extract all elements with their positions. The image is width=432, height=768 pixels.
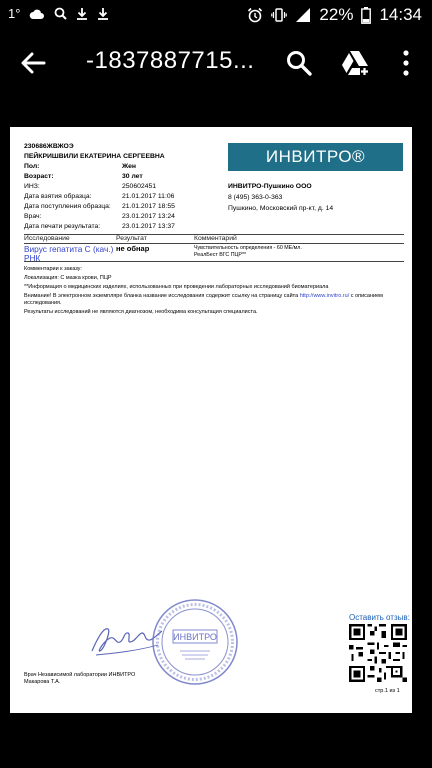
field-label-receipt-date: Дата поступления образца: bbox=[24, 203, 111, 210]
test-comment-line1: Чувствительность определения - 60 МЕ/мл. bbox=[194, 245, 302, 251]
lab-phone: 8 (495) 363-0-363 bbox=[228, 194, 283, 201]
battery-text: 22% bbox=[319, 5, 354, 24]
field-label-inz: ИНЗ: bbox=[24, 183, 40, 190]
status-bar bbox=[0, 0, 432, 30]
field-label-age: Возраст: bbox=[24, 173, 54, 180]
table-bottom-divider bbox=[24, 261, 404, 262]
field-label-sex: Пол: bbox=[24, 163, 40, 170]
signal-icon bbox=[295, 7, 311, 23]
warning-note-line2: исследования. bbox=[24, 300, 62, 306]
feedback-qr-code[interactable] bbox=[349, 624, 407, 682]
table-header-result: Результат bbox=[116, 235, 147, 242]
document-title: -1837887715... bbox=[86, 47, 255, 74]
search-icon bbox=[54, 7, 67, 20]
field-label-doctor: Врач: bbox=[24, 213, 42, 220]
order-id: 230686ЖВЖОЭ bbox=[24, 143, 74, 150]
invitro-logo: ИНВИТРО® bbox=[228, 143, 403, 171]
lab-name: ИНВИТРО-Пушкино ООО bbox=[228, 183, 312, 190]
doctor-role: Врач Независимой лаборатории ИНВИТРО bbox=[24, 672, 136, 678]
download-icon bbox=[97, 7, 109, 20]
temperature-text: 1° bbox=[8, 6, 21, 21]
table-header-test: Исследование bbox=[24, 235, 70, 242]
drive-add-icon[interactable] bbox=[340, 48, 370, 78]
warning-note bbox=[24, 293, 383, 299]
more-vert-icon[interactable] bbox=[398, 48, 414, 78]
page-number: стр.1 из 1 bbox=[375, 688, 400, 694]
field-label-sample-date: Дата взятия образца: bbox=[24, 193, 92, 200]
test-result: не обнар bbox=[116, 244, 150, 253]
field-value-sex: Жен bbox=[122, 163, 137, 170]
back-arrow-icon[interactable] bbox=[18, 48, 48, 78]
lab-address: Пушкино, Московский пр-кт, д. 14 bbox=[228, 205, 334, 212]
warning-text: Внимание! В электронном экземпляре бланка название исследования содержит ссылку на страницу сайта bbox=[24, 293, 300, 299]
patient-name: ПЕЙКРИШВИЛИ ЕКАТЕРИНА СЕРГЕЕВНА bbox=[24, 153, 165, 160]
invitro-stamp bbox=[150, 597, 240, 687]
field-value-print-date: 23.01.2017 13:37 bbox=[122, 223, 175, 230]
field-value-inz: 250602451 bbox=[122, 183, 157, 190]
disclaimer-note: Результаты исследований не являются диагнозом, необходима консультация специалиста. bbox=[24, 309, 258, 315]
test-comment-line2: РеалБест ВГС ПЦР** bbox=[194, 252, 247, 258]
medical-devices-note: **Информация о медицинских изделиях, использованных при проведении лабораторных исследований биоматериала bbox=[24, 284, 329, 290]
field-value-sample-date: 21.01.2017 11:06 bbox=[122, 193, 175, 200]
field-value-receipt-date: 21.01.2017 18:55 bbox=[122, 203, 175, 210]
table-header-comment: Комментарий bbox=[194, 235, 237, 242]
download-icon bbox=[76, 7, 88, 20]
field-value-doctor: 23.01.2017 13:24 bbox=[122, 213, 175, 220]
stamp-text: ИНВИТРО bbox=[173, 632, 217, 642]
localization-note: Локализация: С мазка крови, ПЦР bbox=[24, 275, 112, 281]
test-name-link-line2[interactable]: РНК bbox=[24, 253, 41, 263]
vibrate-icon bbox=[271, 7, 287, 23]
feedback-label: Оставить отзыв: bbox=[349, 613, 410, 622]
test-name-link[interactable]: Вирус гепатита С (кач.) bbox=[24, 244, 114, 254]
invitro-site-link[interactable]: http://www.invitro.ru/ bbox=[299, 293, 350, 299]
field-label-print-date: Дата печати результата: bbox=[24, 223, 101, 230]
search-icon[interactable] bbox=[285, 49, 313, 77]
cloud-icon bbox=[29, 8, 45, 20]
doctor-name: Макарова Т.А. bbox=[24, 679, 61, 685]
warning-text-end: с описанием bbox=[349, 293, 383, 299]
order-comment-label: Комментарии к заказу: bbox=[24, 266, 82, 272]
clock-text: 14:34 bbox=[379, 5, 422, 24]
app-toolbar bbox=[0, 30, 432, 96]
document-page[interactable] bbox=[10, 127, 412, 713]
field-value-age: 30 лет bbox=[122, 173, 143, 180]
alarm-icon bbox=[247, 7, 263, 23]
battery-icon bbox=[361, 7, 371, 24]
